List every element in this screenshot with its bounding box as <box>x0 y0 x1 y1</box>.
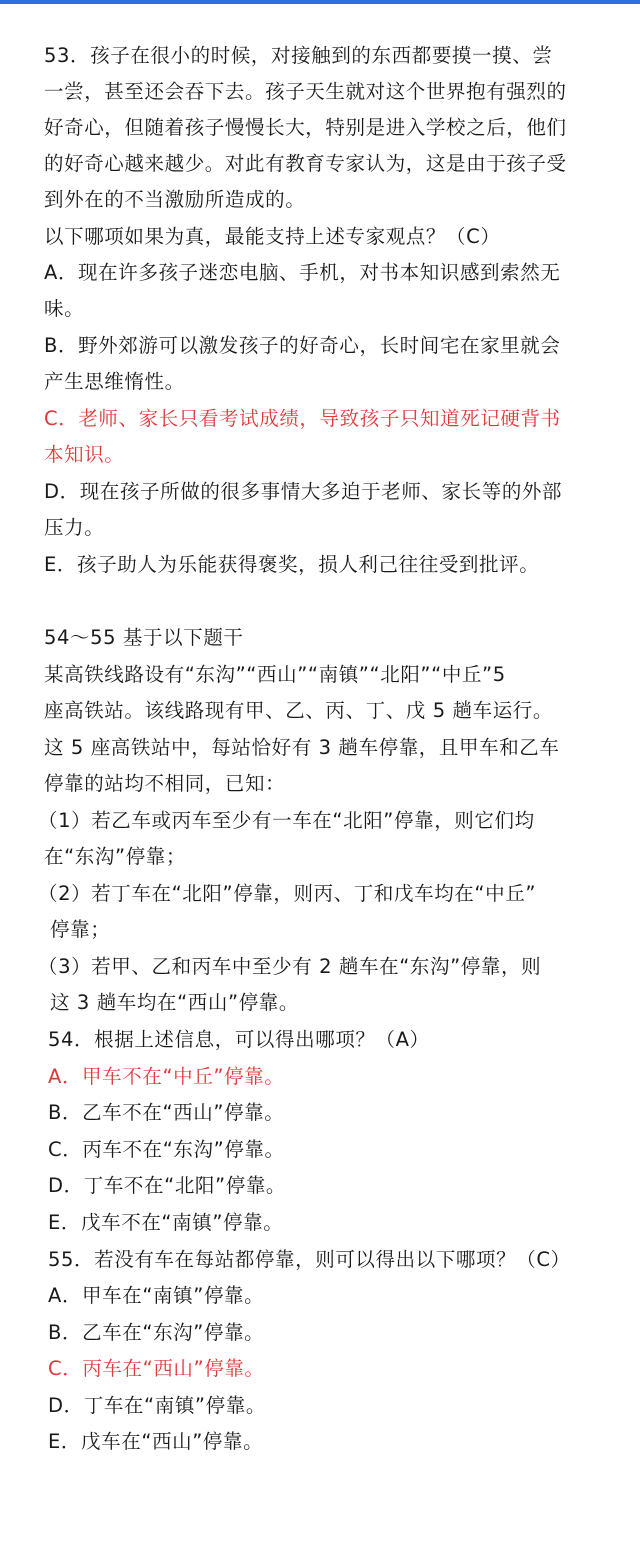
q53-option-d-cont: 压力。 <box>44 516 105 539</box>
condition-3: （3）若甲、乙和丙车中至少有 2 趟车在“东沟”停靠，则 <box>38 955 542 978</box>
condition-2: （2）若丁车在“北阳”停靠，则丙、丁和戊车均在“中丘” <box>38 882 537 905</box>
q53-stem-line: 53．孩子在很小的时候，对接触到的东西都要摸一摸、尝 <box>44 44 553 67</box>
q53-option-d: D．现在孩子所做的很多事情大多迫于老师、家长等的外部 <box>44 480 563 503</box>
q55-option-a: A．甲车在“南镇”停靠。 <box>48 1284 265 1307</box>
q53-option-b-cont: 产生思维惰性。 <box>44 370 185 393</box>
group-stem-line: 某高铁线路设有“东沟”“西山”“南镇”“北阳”“中丘”5 <box>44 663 506 686</box>
condition-3-cont: 这 3 趟车均在“西山”停靠。 <box>50 991 300 1014</box>
group-stem-line: 停靠的站均不相同，已知： <box>44 772 286 795</box>
condition-2-cont: 停靠； <box>50 918 111 941</box>
q53-stem-line: 的好奇心越来越少。对此有教育专家认为，这是由于孩子受 <box>44 152 567 175</box>
q55-option-d: D．丁车在“南镇”停靠。 <box>48 1394 266 1417</box>
q53-option-c-answer-cont: 本知识。 <box>44 443 125 466</box>
top-accent-bar <box>0 0 640 4</box>
q53-stem-line: 好奇心，但随着孩子慢慢长大，特别是进入学校之后，他们 <box>44 116 567 139</box>
q55-question: 55．若没有车在每站都停靠，则可以得出以下哪项？（C） <box>48 1248 571 1271</box>
q53-stem-line: 一尝，甚至还会吞下去。孩子天生就对这个世界抱有强烈的 <box>44 80 567 103</box>
q54-option-c: C．丙车不在“东沟”停靠。 <box>48 1138 285 1161</box>
condition-1-cont: 在“东沟”停靠； <box>44 845 187 868</box>
group-stem-line: 这 5 座高铁站中，每站恰好有 3 趟车停靠，且甲车和乙车 <box>44 736 560 759</box>
condition-1: （1）若乙车或丙车至少有一车在“北阳”停靠，则它们均 <box>38 809 535 832</box>
q53-option-a: A．现在许多孩子迷恋电脑、手机，对书本知识感到索然无 <box>44 261 561 284</box>
q53-option-b: B．野外郊游可以激发孩子的好奇心，长时间宅在家里就会 <box>44 334 561 357</box>
q53-option-a-cont: 味。 <box>44 297 85 320</box>
q54-question: 54．根据上述信息，可以得出哪项？（A） <box>48 1028 430 1051</box>
q55-option-b: B．乙车在“东沟”停靠。 <box>48 1321 265 1344</box>
q53-option-c-answer: C．老师、家长只看考试成绩，导致孩子只知道死记硬背书 <box>44 407 561 430</box>
q54-option-b: B．乙车不在“西山”停靠。 <box>48 1101 285 1124</box>
q53-stem-line: 到外在的不当激励所造成的。 <box>44 188 306 211</box>
group-stem-line: 座高铁站。该线路现有甲、乙、丙、丁、戊 5 趟车运行。 <box>44 699 554 722</box>
q54-option-d: D．丁车不在“北阳”停靠。 <box>48 1174 287 1197</box>
q53-option-e: E．孩子助人为乐能获得褒奖，损人利己往往受到批评。 <box>44 553 540 576</box>
group-heading: 54～55 基于以下题干 <box>44 626 244 649</box>
q54-option-a-answer: A．甲车不在“中丘”停靠。 <box>48 1065 285 1088</box>
q55-option-c-answer: C．丙车在“西山”停靠。 <box>48 1357 265 1380</box>
q53-question: 以下哪项如果为真，最能支持上述专家观点？（C） <box>44 225 501 248</box>
q54-option-e: E．戊车不在“南镇”停靠。 <box>48 1211 284 1234</box>
q55-option-e: E．戊车在“西山”停靠。 <box>48 1430 264 1453</box>
